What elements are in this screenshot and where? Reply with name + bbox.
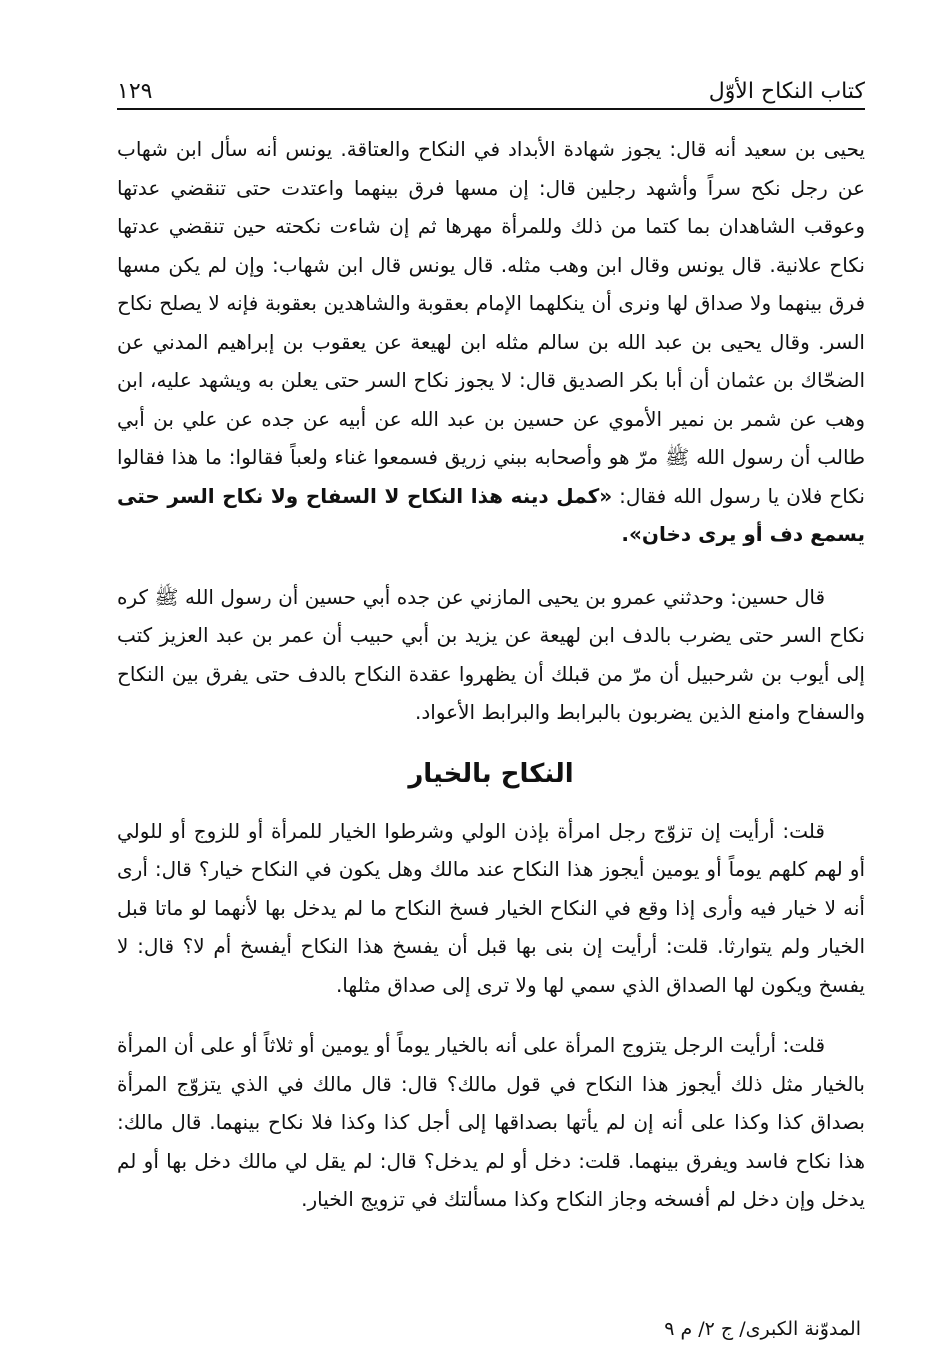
page-header — [117, 70, 865, 110]
paragraph-hadith — [117, 130, 865, 554]
running-title: كتاب النكاح الأوّل — [708, 79, 865, 104]
page-number: ١٢٩ — [117, 79, 153, 104]
page-footer: المدوّنة الكبرى/ ج ٢/ م ٩ — [664, 1318, 861, 1340]
paragraph-text: يحيى بن سعيد أنه قال: يجوز شهادة الأبداد في النكاح والعتاقة. يونس أنه سأل ابن شهاب عن رجل نكح سراً وأشهد رجلين قال: إن مسها فرق بينهما واعتدت حتى تنقضي عدتها وعوقب الشاهدان بما كتما من ذلك وللمرأة مهرها ثم إن شاءت نكحته حين تنقضي عدتها نكاح علانية. قال يونس وقال ابن وهب مثله. قال يونس قال ابن شهاب: وإن لم يكن مسها فرق بينهما ولا صداق لها ونرى أن ينكلهما الإمام بعقوبة والشاهدين بعقوبة فإنه لا يصلح نكاح السر. وقال يحيى بن عبد الله بن سالم مثله ابن لهيعة عن يعقوب بن إبراهيم المدني عن الضحّاك بن عثمان أن أبا بكر الصديق قال: لا يجوز نكاح السر حتى يعلن به ويشهد عليه، ابن وهب عن شمر بن نمير الأموي عن حسين بن عبد الله عن أبيه عن جده عن علي بن أبي طالب أن رسول الله ﷺ مرّ هو وأصحابه ببني زريق فسمعوا غناء ولعباً فقالوا: ما هذا فقالوا نكاح فلان يا رسول الله فقال: — [117, 137, 865, 508]
paragraph-question-1: قلت: أرأيت إن تزوّج رجل امرأة بإذن الولي وشرطوا الخيار للمرأة أو للزوج أو للولي أو لهم كلهم يوماً أو يومين أيجوز هذا النكاح عند مالك وهل يكون في النكاح خيار؟ قال: أرى أنه لا خيار فيه وأرى إذا وقع في النكاح الخيار فسخ النكاح ما لم يدخل بها لأنهما لو ماتا قبل الخيار ولم يتوارثا. قلت: أرأيت إن بنى بها قبل أن يفسخ هذا النكاح أيفسخ أم لا؟ قال: لا يفسخ ويكون لها الصداق الذي سمي لها ولا ترى إلى صداق مثلها. — [117, 818, 865, 997]
paragraph-question-2: قلت: أرأيت الرجل يتزوج المرأة على أنه بالخيار يوماً أو يومين أو ثلاثاً أو على أن المرأة بالخيار مثل ذلك أيجوز هذا النكاح في قول مالك؟ قال: قال مالك في الذي يتزوّج المرأة بصداق كذا وكذا على أنه إن لم يأتها بصداقها إلى أجل كذا وكذا فلا نكاح بينهما. قال مالك: هذا نكاح فاسد ويفرق بينهما. قلت: دخل أو لم يدخل؟ قال: لم يقل لي مالك دخل بها أو لم يدخل وإن دخل لم أفسخه وجاز النكاح وكذا مسألتك في تزويج الخيار. — [117, 1033, 865, 1211]
hadith-quote: «كمل دينه هذا النكاح لا السفاح ولا نكاح السر حتى يسمع دف أو يرى دخان». — [117, 483, 865, 546]
paragraph-husain: قال حسين: وحدثني عمرو بن يحيى المازني عن جده أبي حسين أن رسول الله ﷺ كره نكاح السر حتى يضرب بالدف ابن لهيعة عن يزيد بن أبي حبيب أن عمر بن عبد العزيز كتب إلى أيوب بن شرحبيل أن مرّ من قبلك أن يظهروا عقدة النكاح بالدف حتى يفرق بين النكاح والسفاح وامنع الذين يضربون بالبرابط والبرابط الأعواد. — [117, 584, 865, 724]
page-body — [117, 130, 865, 1241]
section-heading: النكاح بالخيار — [408, 758, 574, 789]
